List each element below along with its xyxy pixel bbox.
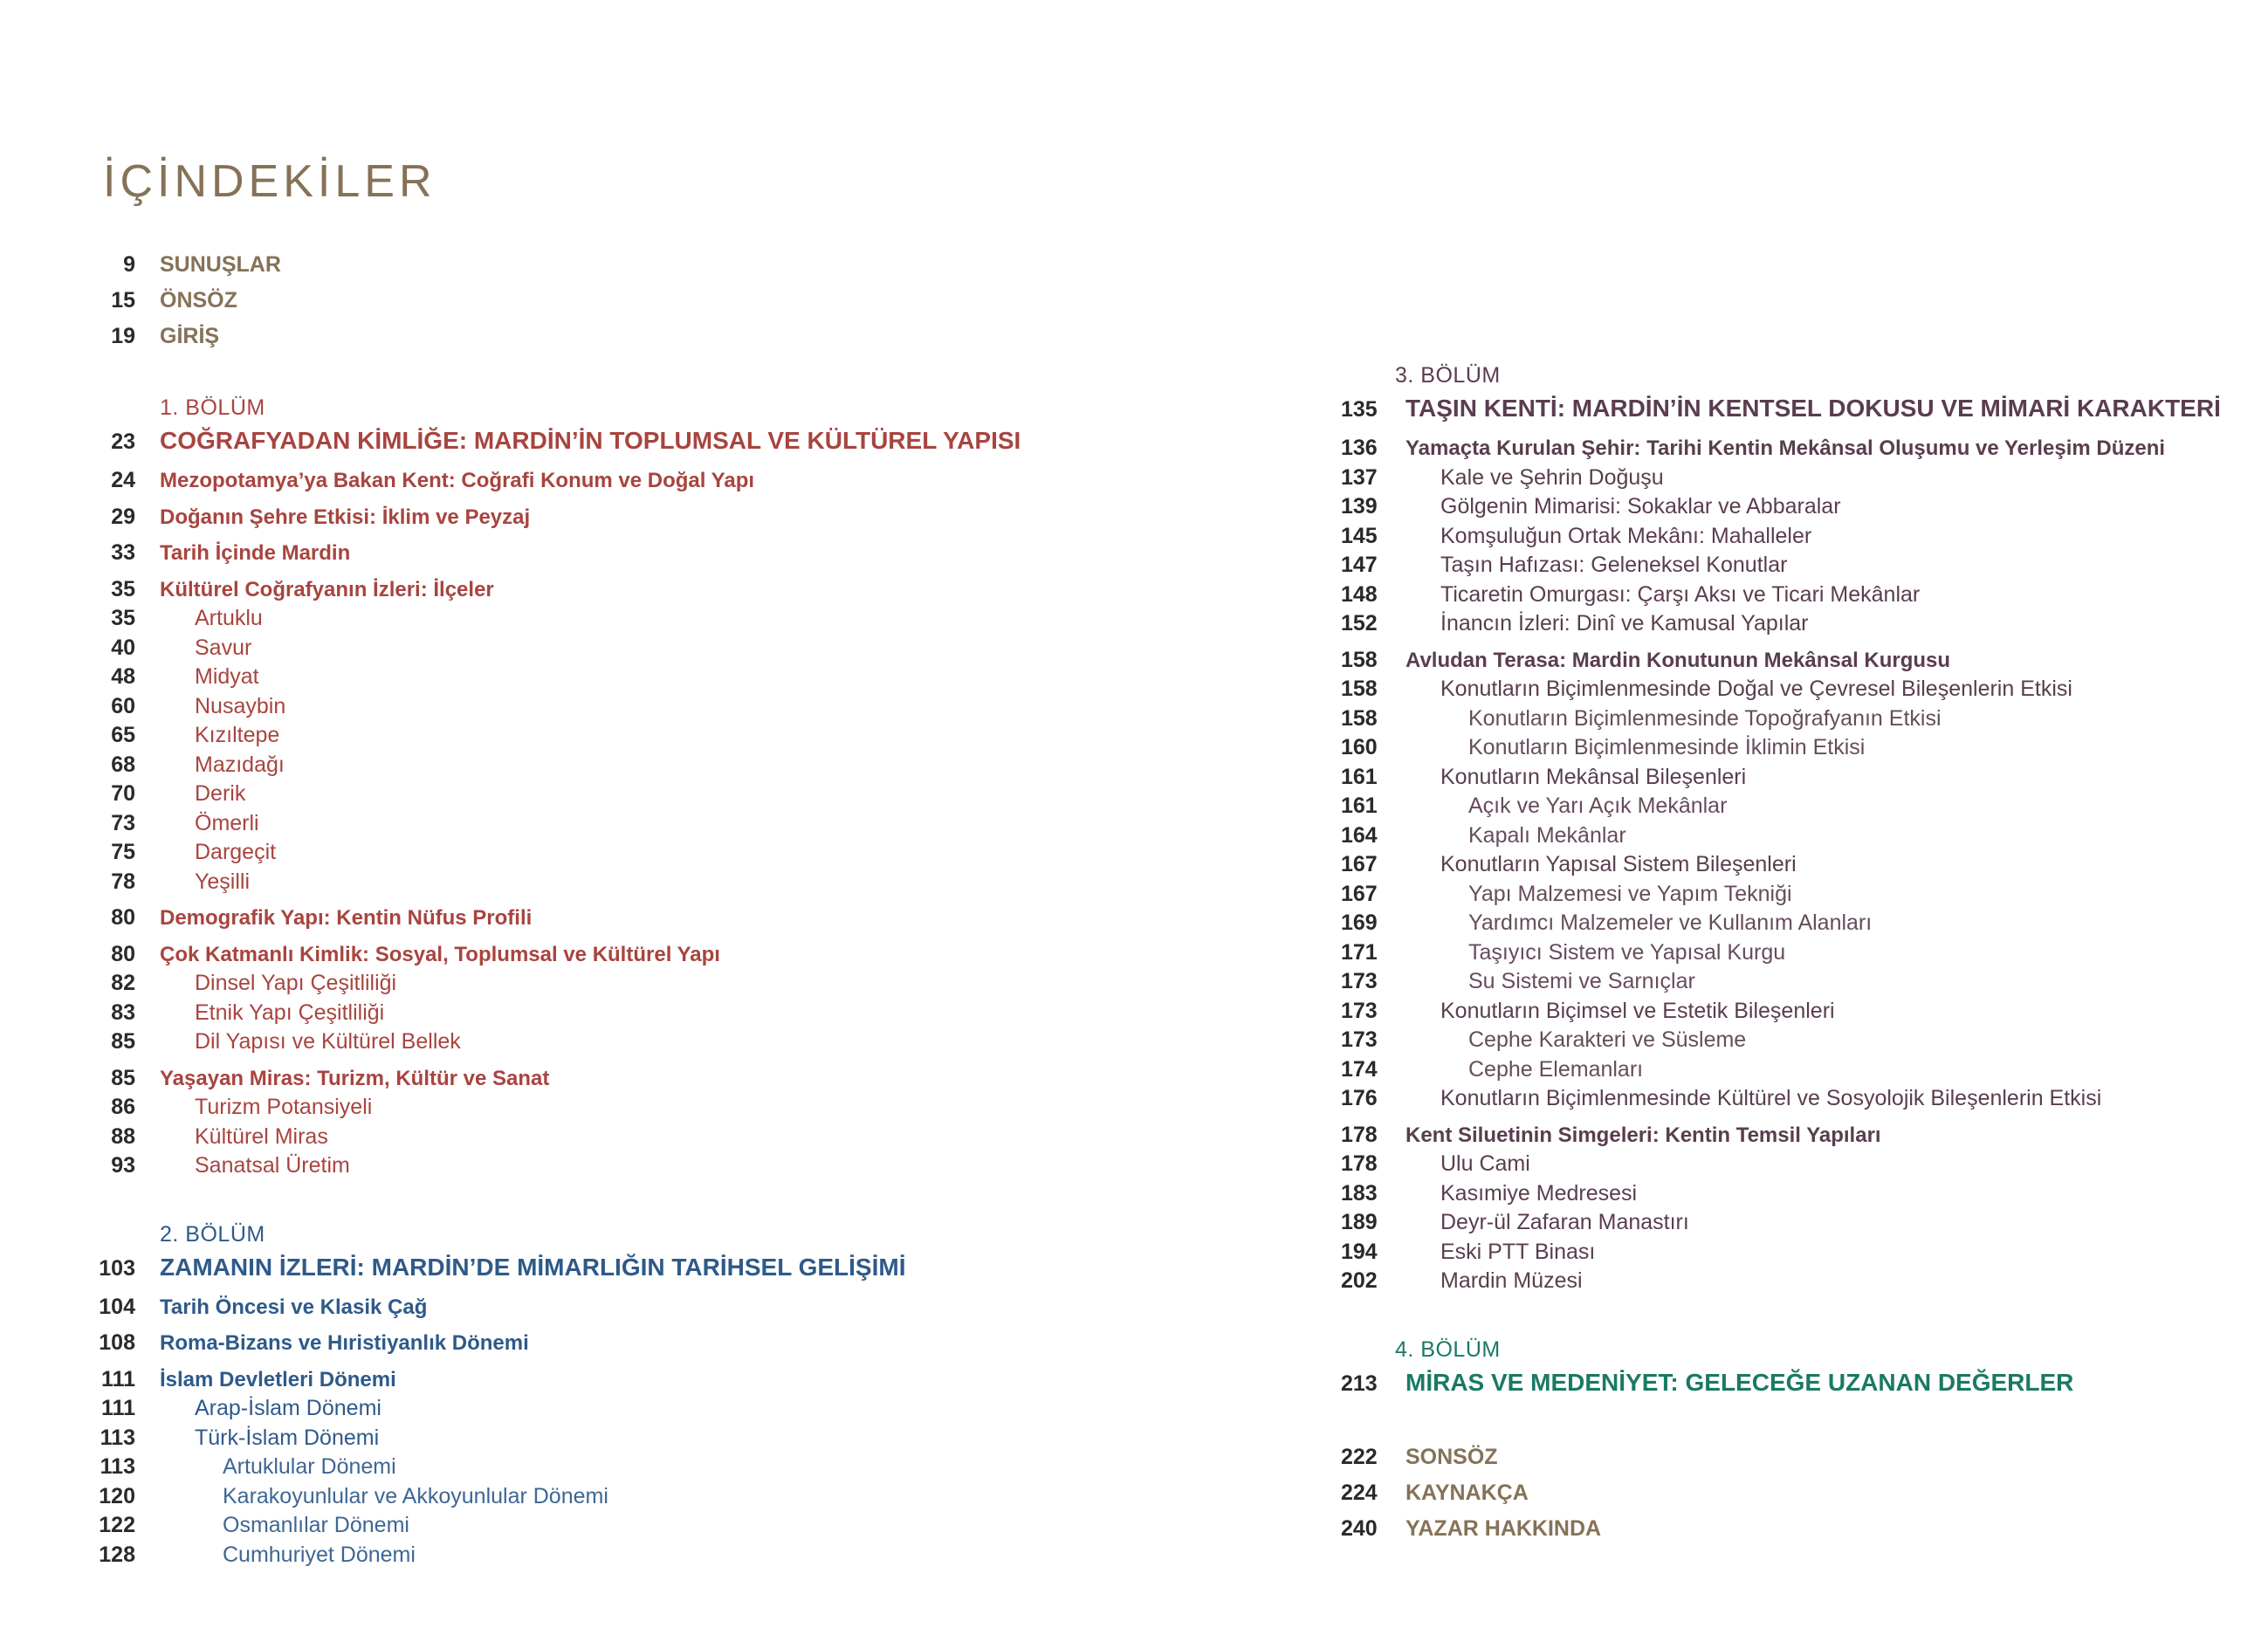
entry-title: İnancın İzleri: Dinî ve Kamusal Yapılar [1440,611,1809,636]
entry-title: Cephe Elemanları [1468,1056,1644,1082]
page-number: 145 [1341,523,1378,548]
entry-title: Kale ve Şehrin Doğuşu [1440,464,1664,490]
entry-title: Dil Yapısı ve Kültürel Bellek [195,1029,461,1054]
page-number: 160 [1341,735,1378,759]
entry-title: Turizm Potansiyeli [195,1095,373,1119]
toc-entry[interactable] [1327,1179,2252,1209]
entry-title: Kent Siluetinin Simgeleri: Kentin Temsil Yapıları [1405,1123,1881,1147]
page-number: 183 [1341,1180,1378,1206]
page-number: 80 [111,905,135,930]
entry-title: Kapalı Mekânlar [1468,822,1626,848]
page-number: 128 [99,1542,135,1567]
page-number: 93 [111,1153,135,1178]
entry-title: Artuklular Dönemi [223,1454,396,1479]
page-number: 158 [1341,705,1378,731]
entry-title: Konutların Yapısal Sistem Bileşenleri [1440,852,1797,876]
page-number: 167 [1341,852,1378,876]
entry-title: Ulu Cami [1440,1151,1530,1176]
toc-entry[interactable] [1327,675,2252,704]
toc-entry[interactable] [87,1329,1222,1358]
page-number: 161 [1341,794,1378,818]
entry-title: Kültürel Coğrafyanın İzleri: İlçeler [160,577,494,601]
page-number: 202 [1341,1268,1378,1293]
page-number: 83 [111,1000,135,1025]
toc-left-column [87,247,1222,1570]
toc-entry[interactable] [87,1453,1222,1482]
page-number: 60 [111,693,135,718]
toc-entry[interactable] [1327,850,2252,880]
toc-entry[interactable] [1327,1238,2252,1268]
toc-entry[interactable] [87,1123,1222,1152]
entry-title: YAZAR HAKKINDA [1405,1515,1602,1541]
entry-title: Avludan Terasa: Mardin Konutunun Mekânsal Kurgusu [1405,648,1951,672]
entry-title: SONSÖZ [1405,1444,1498,1469]
entry-title: Osmanlılar Dönemi [223,1513,409,1537]
page-number: 65 [111,723,135,747]
toc-entry[interactable] [1327,522,2252,552]
toc-entry[interactable] [87,604,1222,634]
toc-entry[interactable] [1327,967,2252,997]
toc-entry[interactable] [87,503,1222,532]
toc-entry[interactable] [87,1151,1222,1181]
page-number: 194 [1341,1239,1378,1264]
page-number: 147 [1341,553,1378,577]
page-number: 176 [1341,1086,1378,1110]
page-number: 158 [1341,677,1378,701]
toc-entry[interactable] [87,1064,1222,1094]
toc-entry[interactable] [87,1541,1222,1570]
page-number: 224 [1341,1480,1378,1505]
entry-title: Arap-İslam Dönemi [195,1396,381,1420]
toc-entry[interactable] [1327,909,2252,938]
entry-title: Nusaybin [195,693,286,718]
toc-entry[interactable] [1327,704,2252,734]
page-number: 171 [1341,939,1378,965]
page-number: 113 [100,1425,135,1450]
toc-entry[interactable] [1327,1055,2252,1085]
entry-title: Taşıyıcı Sistem ve Yapısal Kurgu [1468,939,1786,965]
entry-title: Çok Katmanlı Kimlik: Sosyal, Toplumsal ve Kültürel Yapı [160,942,720,966]
page-number: 113 [100,1454,135,1479]
entry-title: Konutların Biçimlenmesinde Topoğrafyanın Etkisi [1468,705,1942,731]
entry-title: Roma-Bizans ve Hıristiyanlık Dönemi [160,1331,529,1355]
toc-entry[interactable] [1327,492,2252,522]
page-number: 19 [111,324,135,348]
entry-title: Yardımcı Malzemeler ve Kullanım Alanları [1468,910,1873,935]
toc-entry[interactable] [1327,792,2252,821]
toc-entry[interactable] [1327,1208,2252,1238]
page-number: 173 [1341,998,1378,1023]
entry-title: Türk-İslam Dönemi [195,1425,380,1450]
page-number: 158 [1341,647,1378,672]
page-number: 35 [111,606,135,630]
page-number: 161 [1341,764,1378,789]
entry-title: Mardin Müzesi [1440,1268,1583,1293]
toc-entry[interactable] [1327,997,2252,1027]
toc-entry[interactable] [1327,434,2252,464]
page-number: 85 [111,1065,135,1090]
page-number: 122 [99,1513,135,1537]
entry-title: Deyr-ül Zafaran Manastırı [1440,1210,1689,1234]
entry-title: Cephe Karakteri ve Süsleme [1468,1027,1747,1052]
entry-title: Kızıltepe [195,723,280,747]
back-matter-entry[interactable] [1327,1439,2252,1475]
entry-title: ZAMANIN İZLERİ: MARDİN’DE MİMARLIĞIN TARİHSEL GELİŞİMİ [160,1253,906,1281]
entry-title: Etnik Yapı Çeşitliliği [195,1000,385,1025]
toc-entry[interactable] [87,969,1222,999]
toc-entry[interactable] [1327,581,2252,610]
entry-title: Eski PTT Binası [1440,1239,1596,1264]
toc-entry[interactable] [87,663,1222,692]
entry-title: COĞRAFYADAN KİMLİĞE: MARDİN’İN TOPLUMSAL VE KÜLTÜREL YAPISI [160,427,1021,454]
entry-title: Artuklu [195,606,263,630]
page-title: İÇİNDEKİLER [103,156,436,207]
page-number: 174 [1341,1056,1378,1082]
toc-entry[interactable] [87,1365,1222,1395]
entry-title: İslam Devletleri Dönemi [160,1367,396,1391]
entry-title: Kültürel Miras [195,1123,328,1149]
toc-entry[interactable] [87,1293,1222,1323]
entry-title: Komşuluğun Ortak Mekânı: Mahalleler [1440,523,1812,548]
entry-title: Doğanın Şehre Etkisi: İklim ve Peyzaj [160,505,531,529]
entry-title: Yapı Malzemesi ve Yapım Tekniği [1468,881,1792,906]
toc-entry[interactable] [1327,1084,2252,1114]
entry-title: Konutların Biçimlenmesinde İklimin Etkisi [1468,735,1866,759]
toc-entry[interactable] [1327,551,2252,581]
entry-title: Yaşayan Miras: Turizm, Kültür ve Sanat [160,1066,550,1090]
toc-entry[interactable] [1327,1026,2252,1055]
entry-title: KAYNAKÇA [1405,1480,1529,1505]
toc-entry[interactable] [87,575,1222,605]
toc-entry[interactable] [87,1511,1222,1541]
toc-entry[interactable] [87,809,1222,839]
entry-title: Ömerli [195,810,259,835]
entry-title: Açık ve Yarı Açık Mekânlar [1468,794,1728,818]
page-number: 23 [111,429,135,454]
page-number: 33 [111,540,135,565]
entry-title: Tarih İçinde Mardin [160,541,351,565]
toc-entry[interactable] [87,868,1222,897]
page-number: 139 [1341,494,1378,519]
toc-entry[interactable] [87,999,1222,1028]
entry-title: Dargeçit [195,840,277,864]
page-number: 80 [111,941,135,966]
page-number: 85 [111,1029,135,1054]
back-matter-entry[interactable] [1327,1511,2252,1547]
entry-title: Tarih Öncesi ve Klasik Çağ [160,1295,428,1319]
page-number: 73 [111,810,135,835]
toc-entry[interactable] [1327,938,2252,968]
page-number: 120 [99,1483,135,1508]
toc-entry[interactable] [1327,763,2252,793]
page-number: 88 [111,1123,135,1149]
entry-title: Konutların Biçimlenmesinde Kültürel ve Sosyolojik Bileşenlerin Etkisi [1440,1086,2102,1110]
entry-title: Yamaçta Kurulan Şehir: Tarihi Kentin Mekânsal Oluşumu ve Yerleşim Düzeni [1405,436,2166,460]
toc-entry[interactable] [1327,1150,2252,1179]
page-number: 137 [1341,464,1378,490]
toc-entry[interactable] [1327,1121,2252,1151]
entry-title: Dinsel Yapı Çeşitliliği [195,971,397,995]
toc-entry[interactable] [87,751,1222,780]
page-number: 40 [111,635,135,660]
page-number: 86 [111,1095,135,1119]
page-number: 68 [111,752,135,777]
entry-title: Gölgenin Mimarisi: Sokaklar ve Abbaralar [1440,494,1841,519]
section-1-label: 1. BÖLÜM [160,395,265,420]
page-number: 82 [111,971,135,995]
entry-title: Yeşilli [195,869,251,894]
page-number: 178 [1341,1151,1378,1176]
toc-entry[interactable] [87,940,1222,970]
page-number: 178 [1341,1122,1378,1147]
page-number: 135 [1341,397,1378,422]
toc-entry[interactable] [87,1424,1222,1453]
page-number: 111 [101,1396,135,1420]
front-matter-entry[interactable] [87,247,1222,283]
toc-entry[interactable] [87,1482,1222,1512]
section-1-chapter[interactable] [87,423,1222,459]
page-number: 78 [111,869,135,894]
page-number: 189 [1341,1210,1378,1234]
toc-entry[interactable] [1327,609,2252,639]
section-3-label: 3. BÖLÜM [1395,363,1501,388]
toc-entry[interactable] [87,539,1222,568]
entry-title: Taşın Hafızası: Geleneksel Konutlar [1440,553,1788,577]
page-number: 111 [101,1366,135,1391]
entry-title: Cumhuriyet Dönemi [223,1542,416,1567]
page-number: 48 [111,664,135,689]
page-number: 104 [99,1294,135,1319]
toc-entry[interactable] [1327,646,2252,676]
page-number: 103 [99,1255,135,1281]
toc-entry[interactable] [1327,464,2252,493]
entry-title: Karakoyunlular ve Akkoyunlular Dönemi [223,1483,608,1508]
toc-entry[interactable] [87,692,1222,722]
back-matter-entry[interactable] [1327,1475,2252,1511]
entry-title: ÖNSÖZ [160,288,237,313]
toc-right-column [1327,361,2252,1547]
entry-title: Ticaretin Omurgası: Çarşı Aksı ve Ticari Mekânlar [1440,581,1921,607]
entry-title: Sanatsal Üretim [195,1153,350,1178]
page-number: 169 [1341,910,1378,935]
page-number: 70 [111,781,135,806]
toc-entry[interactable] [87,721,1222,751]
page-number: 173 [1341,1027,1378,1052]
entry-title: Savur [195,635,252,660]
entry-title: Mazıdağı [195,752,285,777]
toc-entry[interactable] [87,634,1222,663]
toc-entry[interactable] [87,1093,1222,1123]
entry-title: Su Sistemi ve Sarnıçlar [1468,969,1695,993]
section-4-label: 4. BÖLÜM [1395,1336,1501,1362]
toc-entry[interactable] [87,838,1222,868]
page-number: 35 [111,576,135,601]
front-matter-entry[interactable] [87,319,1222,354]
entry-title: Midyat [195,664,259,689]
entry-title: Derik [195,781,246,806]
toc-entry[interactable] [87,780,1222,809]
section-4-chapter[interactable] [1327,1364,2252,1401]
page-number: 167 [1341,881,1378,906]
page-number: 9 [123,252,135,277]
entry-title: Kasımiye Medresesi [1440,1180,1638,1206]
page-number: 75 [111,840,135,864]
page-number: 29 [111,504,135,529]
section-2-chapter[interactable] [87,1249,1222,1286]
page-number: 164 [1341,822,1378,848]
entry-title: Konutların Mekânsal Bileşenleri [1440,764,1747,789]
entry-title: Konutların Biçimsel ve Estetik Bileşenleri [1440,998,1835,1023]
page-number: 24 [111,468,135,492]
toc-entry[interactable] [87,466,1222,496]
page-number: 240 [1341,1515,1378,1541]
page-number: 15 [111,288,135,313]
front-matter-entry[interactable] [87,283,1222,319]
entry-title: MİRAS VE MEDENİYET: GELECEĞE UZANAN DEĞERLER [1405,1368,2074,1396]
toc-entry[interactable] [1327,821,2252,851]
toc-entry[interactable] [1327,733,2252,763]
entry-title: Mezopotamya’ya Bakan Kent: Coğrafi Konum ve Doğal Yapı [160,469,755,492]
page-number: 222 [1341,1444,1378,1469]
page-number: 136 [1341,436,1378,460]
entry-title: TAŞIN KENTİ: MARDİN’İN KENTSEL DOKUSU VE MİMARİ KARAKTERİ [1405,395,2221,422]
page-number: 152 [1341,611,1378,636]
entry-title: GİRİŞ [160,324,220,348]
section-3-chapter[interactable] [1327,390,2252,427]
toc-entry[interactable] [87,1394,1222,1424]
toc-entry[interactable] [1327,1267,2252,1296]
entry-title: Konutların Biçimlenmesinde Doğal ve Çevresel Bileşenlerin Etkisi [1440,677,2072,701]
toc-entry[interactable] [87,904,1222,933]
toc-entry[interactable] [87,1027,1222,1057]
page-number: 213 [1341,1371,1378,1396]
page-number: 148 [1341,581,1378,607]
entry-title: Demografik Yapı: Kentin Nüfus Profili [160,906,533,930]
section-2-label: 2. BÖLÜM [160,1221,265,1247]
toc-entry[interactable] [1327,880,2252,910]
page-number: 173 [1341,969,1378,993]
page-number: 108 [99,1330,135,1355]
entry-title: SUNUŞLAR [160,252,281,277]
